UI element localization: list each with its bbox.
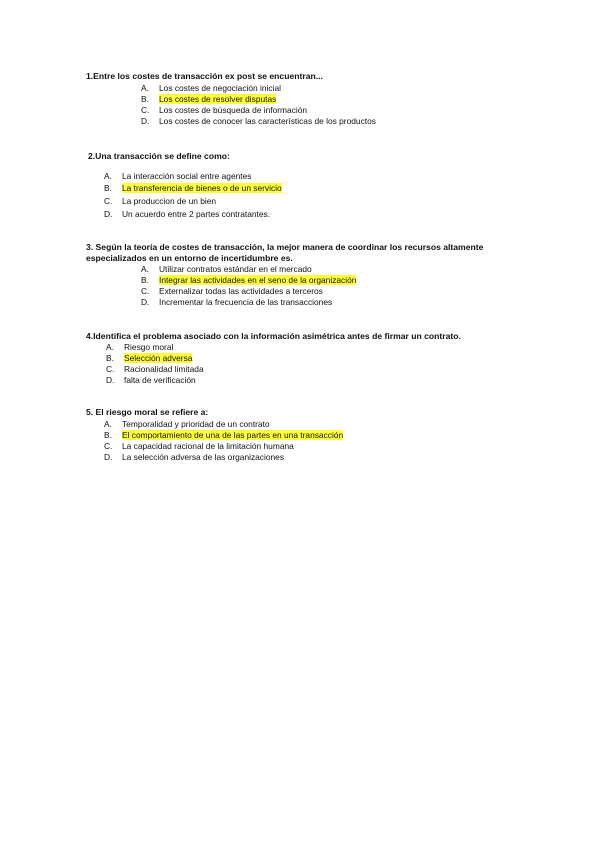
option-c — [141, 286, 323, 297]
option-text-highlighted: El comportamiento de una de las partes en una transacción — [122, 430, 344, 440]
option-letter: A. — [141, 264, 149, 274]
option-text: Riesgo moral — [124, 342, 174, 352]
option-text: La interacción social entre agentes — [122, 171, 252, 181]
option-text: Utilizar contratos estándar en el mercado — [159, 264, 312, 274]
option-text-highlighted: Integrar las actividades en el seno de la organización — [159, 275, 357, 285]
option-a — [141, 264, 312, 275]
option-text: Los costes de búsqueda de información — [159, 105, 308, 115]
option-d — [104, 452, 284, 463]
option-text-highlighted: La transferencia de bienes o de un servicio — [122, 183, 282, 193]
option-text: Temporalidad y prioridad de un contrato — [122, 419, 270, 429]
option-text: La capacidad racional de la limitación humana — [122, 441, 294, 451]
option-b — [104, 430, 343, 441]
option-text-highlighted: Los costes de resolver disputas — [159, 94, 277, 104]
option-text: La produccion de un bien — [122, 196, 217, 206]
option-text: La selección adversa de las organizaciones — [122, 452, 285, 462]
option-letter: A. — [141, 83, 149, 93]
option-text: Los costes de conocer las características de los productos — [159, 116, 376, 126]
option-d — [106, 375, 196, 386]
option-letter: A. — [106, 342, 114, 352]
option-letter: D. — [141, 297, 150, 307]
option-c — [104, 196, 216, 207]
option-a — [104, 419, 270, 430]
option-letter: C. — [104, 196, 113, 206]
option-c — [141, 105, 307, 116]
option-letter: C. — [141, 286, 150, 296]
question-title: 3. Según la teoría de costes de transacción, la mejor manera de coordinar los recursos altamente especializados en un entorno de incertidumbre es. — [86, 242, 484, 263]
option-letter: C. — [104, 441, 113, 451]
option-text-highlighted: Selección adversa — [124, 353, 193, 363]
option-letter: D. — [106, 375, 115, 385]
option-text: Los costes de negociación inicial — [159, 83, 281, 93]
option-a — [104, 171, 251, 182]
option-text: Un acuerdo entre 2 partes contratantes. — [122, 209, 271, 219]
question-title: 5. El riesgo moral se refiere a: — [86, 407, 209, 417]
option-b — [141, 94, 276, 105]
option-letter: B. — [141, 94, 149, 104]
option-letter: B. — [106, 353, 114, 363]
option-letter: D. — [141, 116, 150, 126]
option-text: falta de verificación — [124, 375, 196, 385]
option-b — [106, 353, 192, 364]
option-text: Externalizar todas las actividades a terceros — [159, 286, 323, 296]
option-b — [141, 275, 356, 286]
option-text: Racionalidad limitada — [124, 364, 204, 374]
option-letter: A. — [104, 419, 112, 429]
question-title: 2.Una transacción se define como: — [88, 151, 230, 161]
option-letter: B. — [141, 275, 149, 285]
question-title: 1.Entre los costes de transacción ex post se encuentran... — [86, 71, 323, 81]
option-letter: B. — [104, 183, 112, 193]
option-c — [104, 441, 294, 452]
option-letter: C. — [106, 364, 115, 374]
option-c — [106, 364, 204, 375]
option-letter: C. — [141, 105, 150, 115]
option-d — [141, 297, 332, 308]
option-d — [141, 116, 376, 127]
option-letter: A. — [104, 171, 112, 181]
question-title: 4.Identifica el problema asociado con la información asimétrica antes de firmar un contrato. — [86, 331, 461, 341]
option-a — [141, 83, 281, 94]
option-d — [104, 209, 270, 220]
option-letter: D. — [104, 452, 113, 462]
option-text: Incrementar la frecuencia de las transacciones — [159, 297, 333, 307]
option-letter: D. — [104, 209, 113, 219]
option-b — [104, 183, 282, 194]
option-a — [106, 342, 173, 353]
option-letter: B. — [104, 430, 112, 440]
